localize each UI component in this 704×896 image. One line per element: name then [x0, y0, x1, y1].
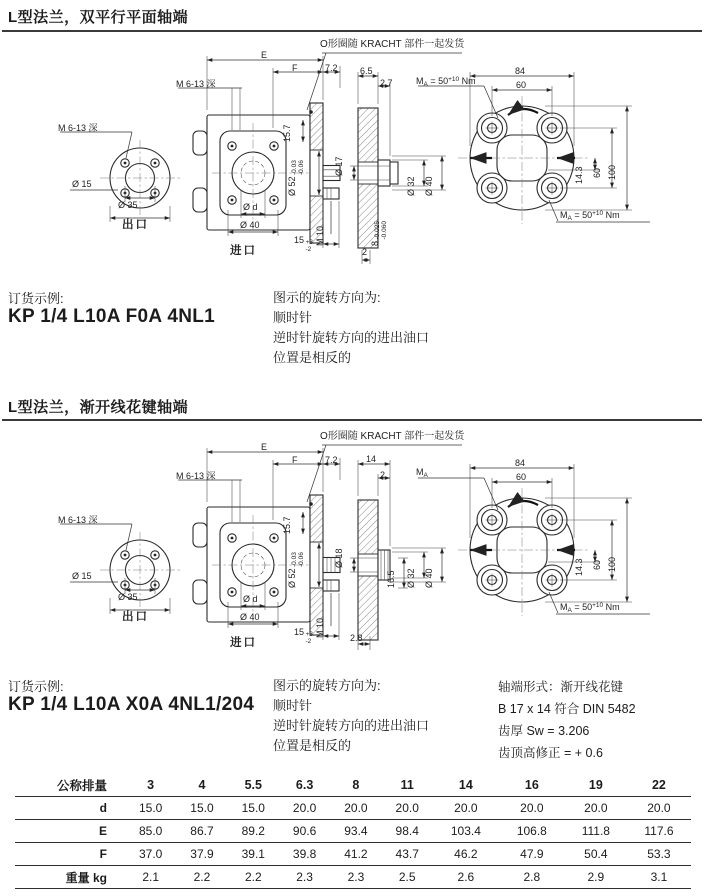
order-code-2: KP 1/4 L10A X0A 4NL1/204 — [8, 694, 255, 715]
dim-d32-2: Ø 32 — [406, 568, 416, 588]
dim-d35-2: Ø 35 — [118, 592, 138, 602]
dim-d32: Ø 32 — [406, 176, 416, 196]
dim-2-8: 2.8 — [350, 633, 363, 643]
dim-d15-2: Ø 15 — [72, 571, 92, 581]
dim-dd-2: Ø d — [243, 594, 258, 604]
dim-60-right-2: 60 — [592, 559, 602, 570]
dim-7-2-2: 7.2 — [325, 455, 338, 465]
torque-label-bottom: $M_A = 50^{+10}$ Nm — [560, 210, 620, 222]
dim-d52 — [287, 160, 305, 196]
section1-title: L型法兰，双平行平面轴端 — [8, 9, 189, 26]
dim-m6-13-port-2: M 6-13 深 — [58, 515, 98, 525]
dim-7-2: 7.2 — [325, 63, 338, 73]
order-example-label-1: 订货示例: — [8, 291, 64, 306]
table-row-weight: 重量 kg 2.1 2.2 2.2 2.3 2.3 2.5 2.6 2.8 2.9 3.1 — [15, 866, 691, 889]
dim-2-7: 2.7 — [380, 78, 393, 88]
col-header-displacement: 公称排量 — [15, 774, 125, 797]
dim-flat-8-tolerance: -0.025 -0.060 — [374, 221, 388, 240]
dim-15-tol-2: 15 +3 -2 — [294, 627, 313, 645]
spline-section-view — [350, 460, 446, 650]
flange-front-view — [418, 72, 650, 224]
dim-E-2: E — [261, 442, 268, 452]
dim-d52-tolerance-2: -0.03 -0.06 — [291, 552, 305, 567]
dim-15-7-2: 15.7 — [282, 516, 292, 534]
outlet-label: 出口 — [122, 219, 149, 231]
dim-d35: Ø 35 — [118, 200, 138, 210]
dim-m6-13-top: M 6-13 深 — [176, 79, 216, 89]
rotation-note-1: 图示的旋转方向为: 顺时针 逆时针旋转方向的进出油口 位置是相反的 — [273, 290, 430, 365]
dim-E: E — [261, 50, 268, 60]
dim-d52-2: Ø 52 -0.03 -0.06 — [287, 552, 305, 588]
inlet-label: 进口 — [230, 245, 257, 257]
dim-14: 14 — [366, 454, 377, 464]
section1-divider — [2, 30, 702, 32]
spline-spec-note: 轴端形式：渐开线花键 B 17 x 14 符合 DIN 5482 齿厚 Sw = 3.206 齿顶高修正 = + 0.6 — [498, 680, 636, 760]
dim-dd: Ø d — [243, 202, 258, 212]
torque-label-top: $M_A = 50^{+10}$ Nm — [416, 76, 476, 88]
dim-84: 84 — [515, 66, 526, 76]
outlet-label-2: 出口 — [122, 611, 149, 623]
dim-100-2: 100 — [607, 556, 617, 572]
dim-d17: Ø 17 — [334, 156, 344, 176]
oring-note: O形圈随 KRACHT 部件一起发货 — [320, 39, 465, 50]
dim-flat-8: 8 -0.025 -0.060 — [370, 221, 388, 246]
dim-60-right: 60 — [592, 167, 602, 178]
dim-m6-13-port: M 6-13 深 — [58, 123, 98, 133]
table-row-d: d 15.0 15.0 15.0 20.0 20.0 20.0 20.0 20.0 20.0 20.0 — [15, 797, 691, 820]
flange-front-view-2 — [418, 464, 650, 616]
table-header-row: 公称排量 3 4 5.5 6.3 8 11 14 16 19 22 — [15, 774, 691, 797]
order-code-1: KP 1/4 L10A F0A 4NL1 — [8, 306, 215, 327]
oring-note-2: O形圈随 KRACHT 部件一起发货 — [320, 431, 465, 442]
dim-100: 100 — [607, 164, 617, 180]
section2-divider — [2, 419, 702, 421]
dim-84-2: 84 — [515, 458, 526, 468]
section1-drawing-lines — [0, 38, 704, 288]
dim-15-tolerance: +3 -2 — [305, 239, 313, 253]
dim-m6-13-top-2: M 6-13 深 — [176, 471, 216, 481]
order-example-label-2: 订货示例: — [8, 679, 64, 694]
section1-drawing — [0, 38, 704, 288]
torque-label-bottom-2: $M_A = 50^{+10}$ Nm — [560, 602, 620, 614]
shaft-section-view — [350, 72, 446, 264]
dim-d18: Ø 18 — [334, 548, 344, 568]
dim-m10: M 10 — [315, 225, 325, 246]
dim-60-top: 60 — [516, 80, 527, 90]
dim-15-tol: 15 +3 -2 — [294, 235, 313, 253]
dim-F-2: F — [292, 455, 298, 465]
inlet-label-2: 进口 — [230, 637, 257, 649]
torque-label-top-2: $M_A$ — [416, 467, 428, 479]
dim-d40-section-2: Ø 40 — [424, 568, 434, 588]
dim-15-7: 15.7 — [282, 124, 292, 142]
dim-2-top: 2 — [380, 470, 386, 480]
dim-m10-2: M 10 — [315, 617, 325, 638]
dim-60-top-2: 60 — [516, 472, 527, 482]
dim-d40: Ø 40 — [240, 220, 260, 230]
dim-2: 2 — [362, 247, 368, 257]
dim-d52-value: Ø 52 — [287, 176, 297, 196]
section2-drawing — [0, 430, 704, 675]
dimension-table-wrap — [15, 774, 691, 889]
dim-15-tolerance-2: +3 -2 — [305, 631, 313, 645]
dim-d40-2: Ø 40 — [240, 612, 260, 622]
dim-F: F — [292, 63, 298, 73]
dim-14-3: 14.3 — [574, 166, 584, 184]
dim-14-3-2: 14.3 — [574, 558, 584, 576]
section2-title: L型法兰，渐开线花键轴端 — [8, 399, 189, 416]
dim-d52-tolerance: -0.03 -0.06 — [291, 160, 305, 175]
dim-6-5: 6.5 — [360, 66, 373, 76]
table-row-F: F 37.0 37.9 39.1 39.8 41.2 43.7 46.2 47.9 50.4 53.3 — [15, 843, 691, 866]
dimension-table — [15, 774, 691, 889]
dim-d15: Ø 15 — [72, 179, 92, 189]
table-row-E: E 85.0 86.7 89.2 90.6 93.4 98.4 103.4 106.8 111.8 117.6 — [15, 820, 691, 843]
dim-16-5: 16.5 — [386, 570, 396, 588]
dim-d40-section: Ø 40 — [424, 176, 434, 196]
rotation-note-2: 图示的旋转方向为: 顺时针 逆时针旋转方向的进出油口 位置是相反的 — [273, 678, 430, 753]
